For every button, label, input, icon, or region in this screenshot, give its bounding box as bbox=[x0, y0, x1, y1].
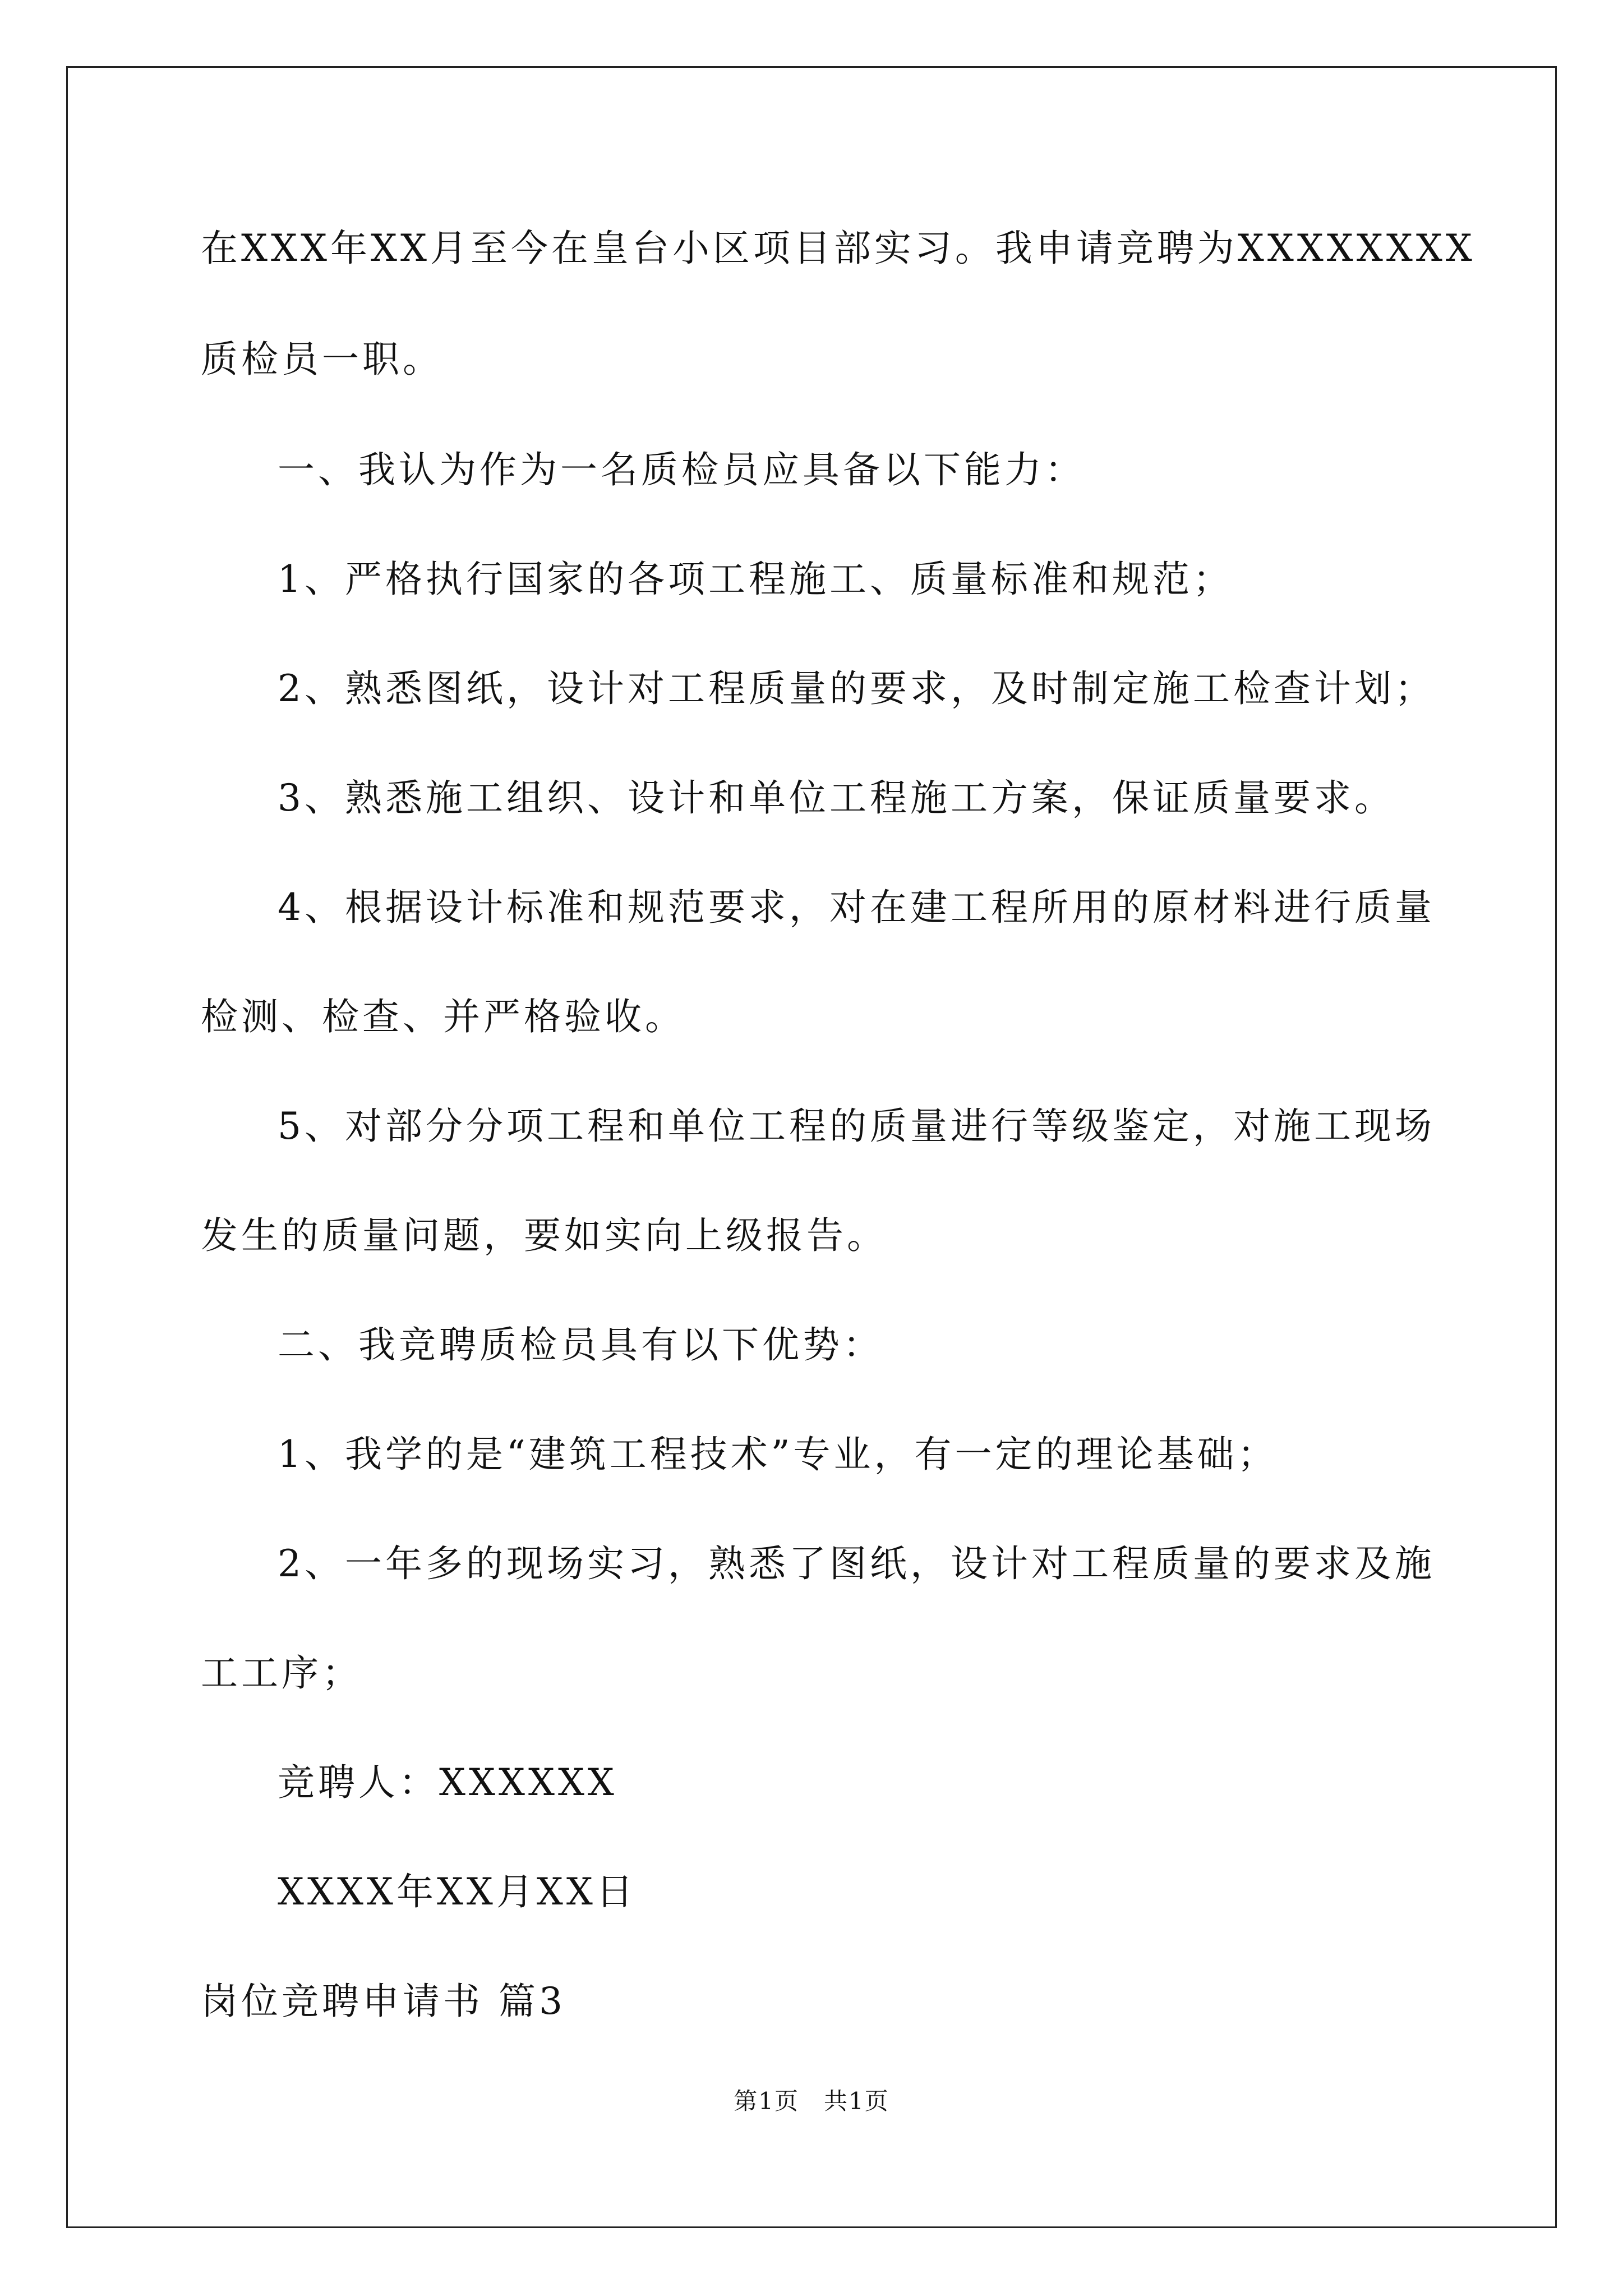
list-item-continuation: 发生的质量问题，要如实向上级报告。 bbox=[201, 1214, 887, 1257]
list-item-continuation: 检测、检查、并严格验收。 bbox=[201, 995, 685, 1038]
paragraph-line: 质检员一职。 bbox=[201, 338, 443, 381]
list-item: 1、严格执行国家的各项工程施工、质量标准和规范； bbox=[278, 558, 1233, 601]
list-item: 1、我学的是“建筑工程技术”专业，有一定的理论基础； bbox=[278, 1433, 1278, 1476]
list-item: 4、根据设计标准和规范要求，对在建工程所用的原材料进行质量 bbox=[278, 886, 1435, 929]
list-item-continuation: 工工序； bbox=[201, 1651, 362, 1695]
paragraph-line: 在XXX年XX月至今在皇台小区项目部实习。我申请竞聘为XXXXXXXX bbox=[201, 227, 1476, 270]
section-heading: 一、我认为作为一名质检员应具备以下能力： bbox=[278, 448, 1085, 491]
page-footer: 第1页 共1页 bbox=[734, 2087, 889, 2115]
applicant-signature: 竞聘人：XXXXXX bbox=[278, 1761, 617, 1804]
list-item: 2、一年多的现场实习，熟悉了图纸，设计对工程质量的要求及施 bbox=[278, 1542, 1435, 1585]
section-heading: 二、我竞聘质检员具有以下优势： bbox=[278, 1323, 883, 1366]
list-item: 3、熟悉施工组织、设计和单位工程施工方案，保证质量要求。 bbox=[278, 776, 1395, 820]
list-item: 5、对部分分项工程和单位工程的质量进行等级鉴定，对施工现场 bbox=[278, 1105, 1435, 1148]
list-item: 2、熟悉图纸，设计对工程质量的要求，及时制定施工检查计划； bbox=[278, 667, 1435, 710]
signature-date: XXXX年XX月XX日 bbox=[278, 1870, 637, 1913]
next-section-title: 岗位竞聘申请书 篇3 bbox=[201, 1980, 566, 2023]
